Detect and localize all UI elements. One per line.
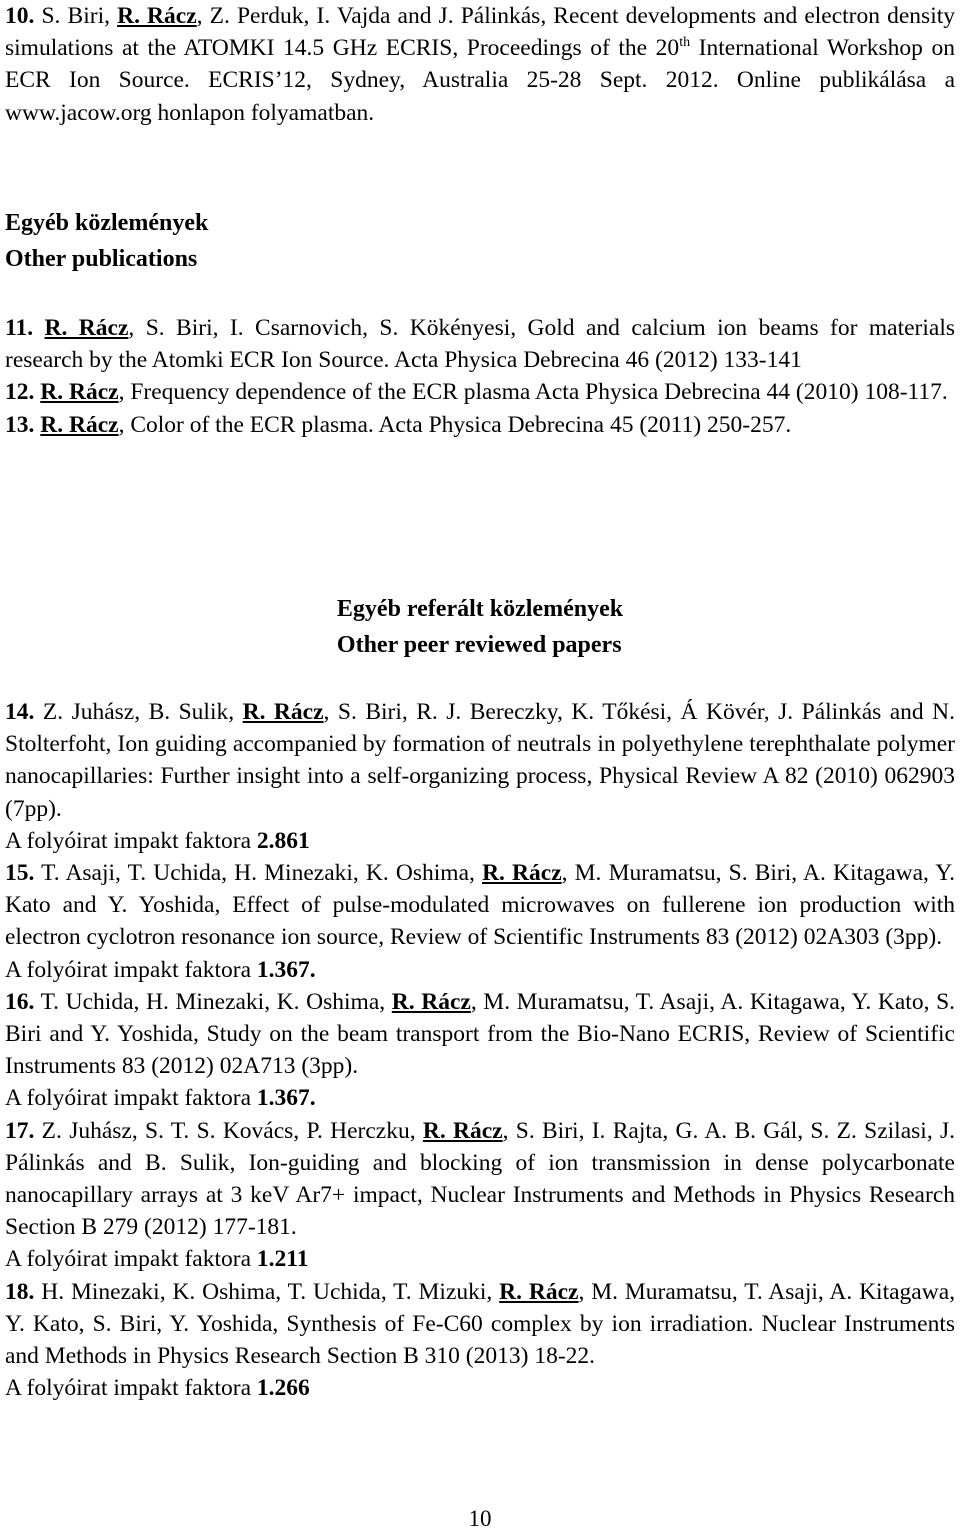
entry-text: , Color of the ECR plasma. Acta Physica Debrecina 45 (2011) 250-257. [118, 411, 792, 438]
entry-authors-before: T. Asaji, T. Uchida, H. Minezaki, K. Oshima, [41, 860, 475, 887]
entry-13 [5, 409, 955, 441]
entry-rest: International Workshop on ECR Ion Source. ECRIS’12, Sydney, Australia 25-28 Sept. 2012. Online publikálása a www.jacow.org honlapon folyamatban. [5, 35, 955, 126]
impact-factor-18 [5, 1372, 955, 1404]
entry-authors-after: , Z. Perduk, I. Vajda and J. Pálinkás, Recent developments and electron density simulations at the ATOMKI 14.5 GHz ECRIS, Proceedings of the 20 [5, 3, 955, 62]
entry-text: , M. Muramatsu, S. Biri, A. Kitagawa, Y. Kato and Y. Yoshida, Effect of pulse-modulated microwaves on fullerene ion production with electron cyclotron resonance ion source, Review of Scientific Instruments 83 (2012) 02A303 (3pp). [5, 860, 956, 951]
impact-factor-16 [5, 1082, 955, 1114]
entry-number: 18. [5, 1278, 35, 1305]
entry-text: , S. Biri, I. Rajta, G. A. B. Gál, S. Z. Szilasi, J. Pálinkás and B. Sulik, Ion-guiding and blocking of ion transmission in dense polycarbonate nanocapillary arrays at 3 keV Ar7+ impact, Nuclear Instruments and Methods in Physics Research Section B 279 (2012) 177-181. [5, 1117, 956, 1241]
impact-value: 1.367. [256, 956, 316, 983]
entry-10 [5, 0, 955, 129]
impact-label: A folyóirat impakt faktora [5, 1085, 252, 1112]
superscript: th [679, 35, 691, 51]
entry-text: , M. Muramatsu, T. Asaji, A. Kitagawa, Y. Kato, S. Biri and Y. Yoshida, Study on the beam transport from the Bio-Nano ECRIS, Review of Scientific Instruments 83 (2012) 02A713 (3pp). [5, 988, 956, 1080]
entry-17 [5, 1115, 955, 1244]
entry-authors-before: H. Minezaki, K. Oshima, T. Uchida, T. Mizuki, [41, 1278, 493, 1305]
entry-number: 16. [5, 988, 35, 1015]
section-heading-peer-reviewed [0, 591, 960, 663]
entry-16 [5, 986, 955, 1083]
section-title-en: Other peer reviewed papers [336, 632, 622, 658]
impact-label: A folyóirat impakt faktora [5, 1246, 252, 1273]
entry-number: 17. [5, 1117, 35, 1144]
self-author: R. Rácz [391, 988, 471, 1015]
self-author: R. Rácz [242, 699, 324, 725]
self-author: R. Rácz [44, 315, 129, 341]
entry-18 [5, 1276, 955, 1373]
entry-text: , Frequency dependence of the ECR plasma Acta Physica Debrecina 44 (2010) 108-117. [118, 379, 948, 406]
entry-number: 12. [5, 379, 35, 406]
self-author: R. Rácz [40, 379, 119, 406]
impact-value: 1.266 [256, 1375, 310, 1402]
section-heading-other-publications [5, 205, 605, 277]
impact-value: 2.861 [256, 827, 310, 854]
other-publications-list [5, 312, 955, 441]
impact-label: A folyóirat impakt faktora [5, 827, 252, 854]
entry-text: , M. Muramatsu, T. Asaji, A. Kitagawa, Y. Kato, S. Biri, Y. Yoshida, Synthesis of Fe-C60 complex by ion irradiation. Nuclear Instruments and Methods in Physics Research Section B 310 (2013) 18-22. [5, 1278, 955, 1370]
entry-number: 14. [5, 699, 35, 725]
self-author: R. Rácz [117, 3, 197, 29]
entry-authors-before: Z. Juhász, B. Sulik, [42, 699, 235, 725]
section-title-hu: Egyéb közlemények [5, 210, 209, 236]
section-title-en: Other publications [5, 246, 198, 272]
self-author: R. Rácz [422, 1117, 503, 1144]
entry-14 [5, 696, 955, 825]
entry-text: , S. Biri, R. J. Bereczky, K. Tőkési, Á Kövér, J. Pálinkás and N. Stolterfoht, Ion guiding accompanied by formation of neutrals in polyethylene terephthalate polymer nanocapillaries: Further insight into a self-organizing process, Physical Review A 82 (2010) 062903 (7pp). [5, 699, 956, 822]
publication-entry [5, 0, 955, 129]
entry-11 [5, 312, 955, 376]
entry-number: 13. [5, 411, 35, 438]
impact-value: 1.211 [256, 1246, 309, 1273]
entry-number: 11. [5, 315, 34, 341]
peer-reviewed-list [5, 696, 955, 1404]
entry-authors-before: Z. Juhász, S. T. S. Kovács, P. Herczku, [41, 1117, 416, 1144]
entry-number: 10. [5, 3, 35, 29]
entry-12 [5, 376, 955, 408]
self-author: R. Rácz [482, 860, 562, 887]
impact-factor-17 [5, 1243, 955, 1275]
impact-value: 1.367. [256, 1085, 316, 1112]
impact-label: A folyóirat impakt faktora [5, 956, 252, 983]
impact-factor-15 [5, 954, 955, 986]
entry-number: 15. [5, 860, 35, 887]
entry-text: , S. Biri, I. Csarnovich, S. Kökényesi, Gold and calcium ion beams for materials research by the Atomki ECR Ion Source. Acta Physica Debrecina 46 (2012) 133-141 [5, 315, 956, 374]
impact-factor-14 [5, 825, 955, 857]
entry-authors-before: S. Biri, [41, 3, 110, 29]
entry-authors-before: T. Uchida, H. Minezaki, K. Oshima, [40, 988, 386, 1015]
section-title-hu: Egyéb referált közlemények [336, 596, 624, 622]
entry-15 [5, 857, 955, 954]
impact-label: A folyóirat impakt faktora [5, 1375, 252, 1402]
self-author: R. Rácz [40, 411, 119, 438]
self-author: R. Rácz [499, 1278, 579, 1305]
page-number: 10 [468, 1506, 492, 1531]
